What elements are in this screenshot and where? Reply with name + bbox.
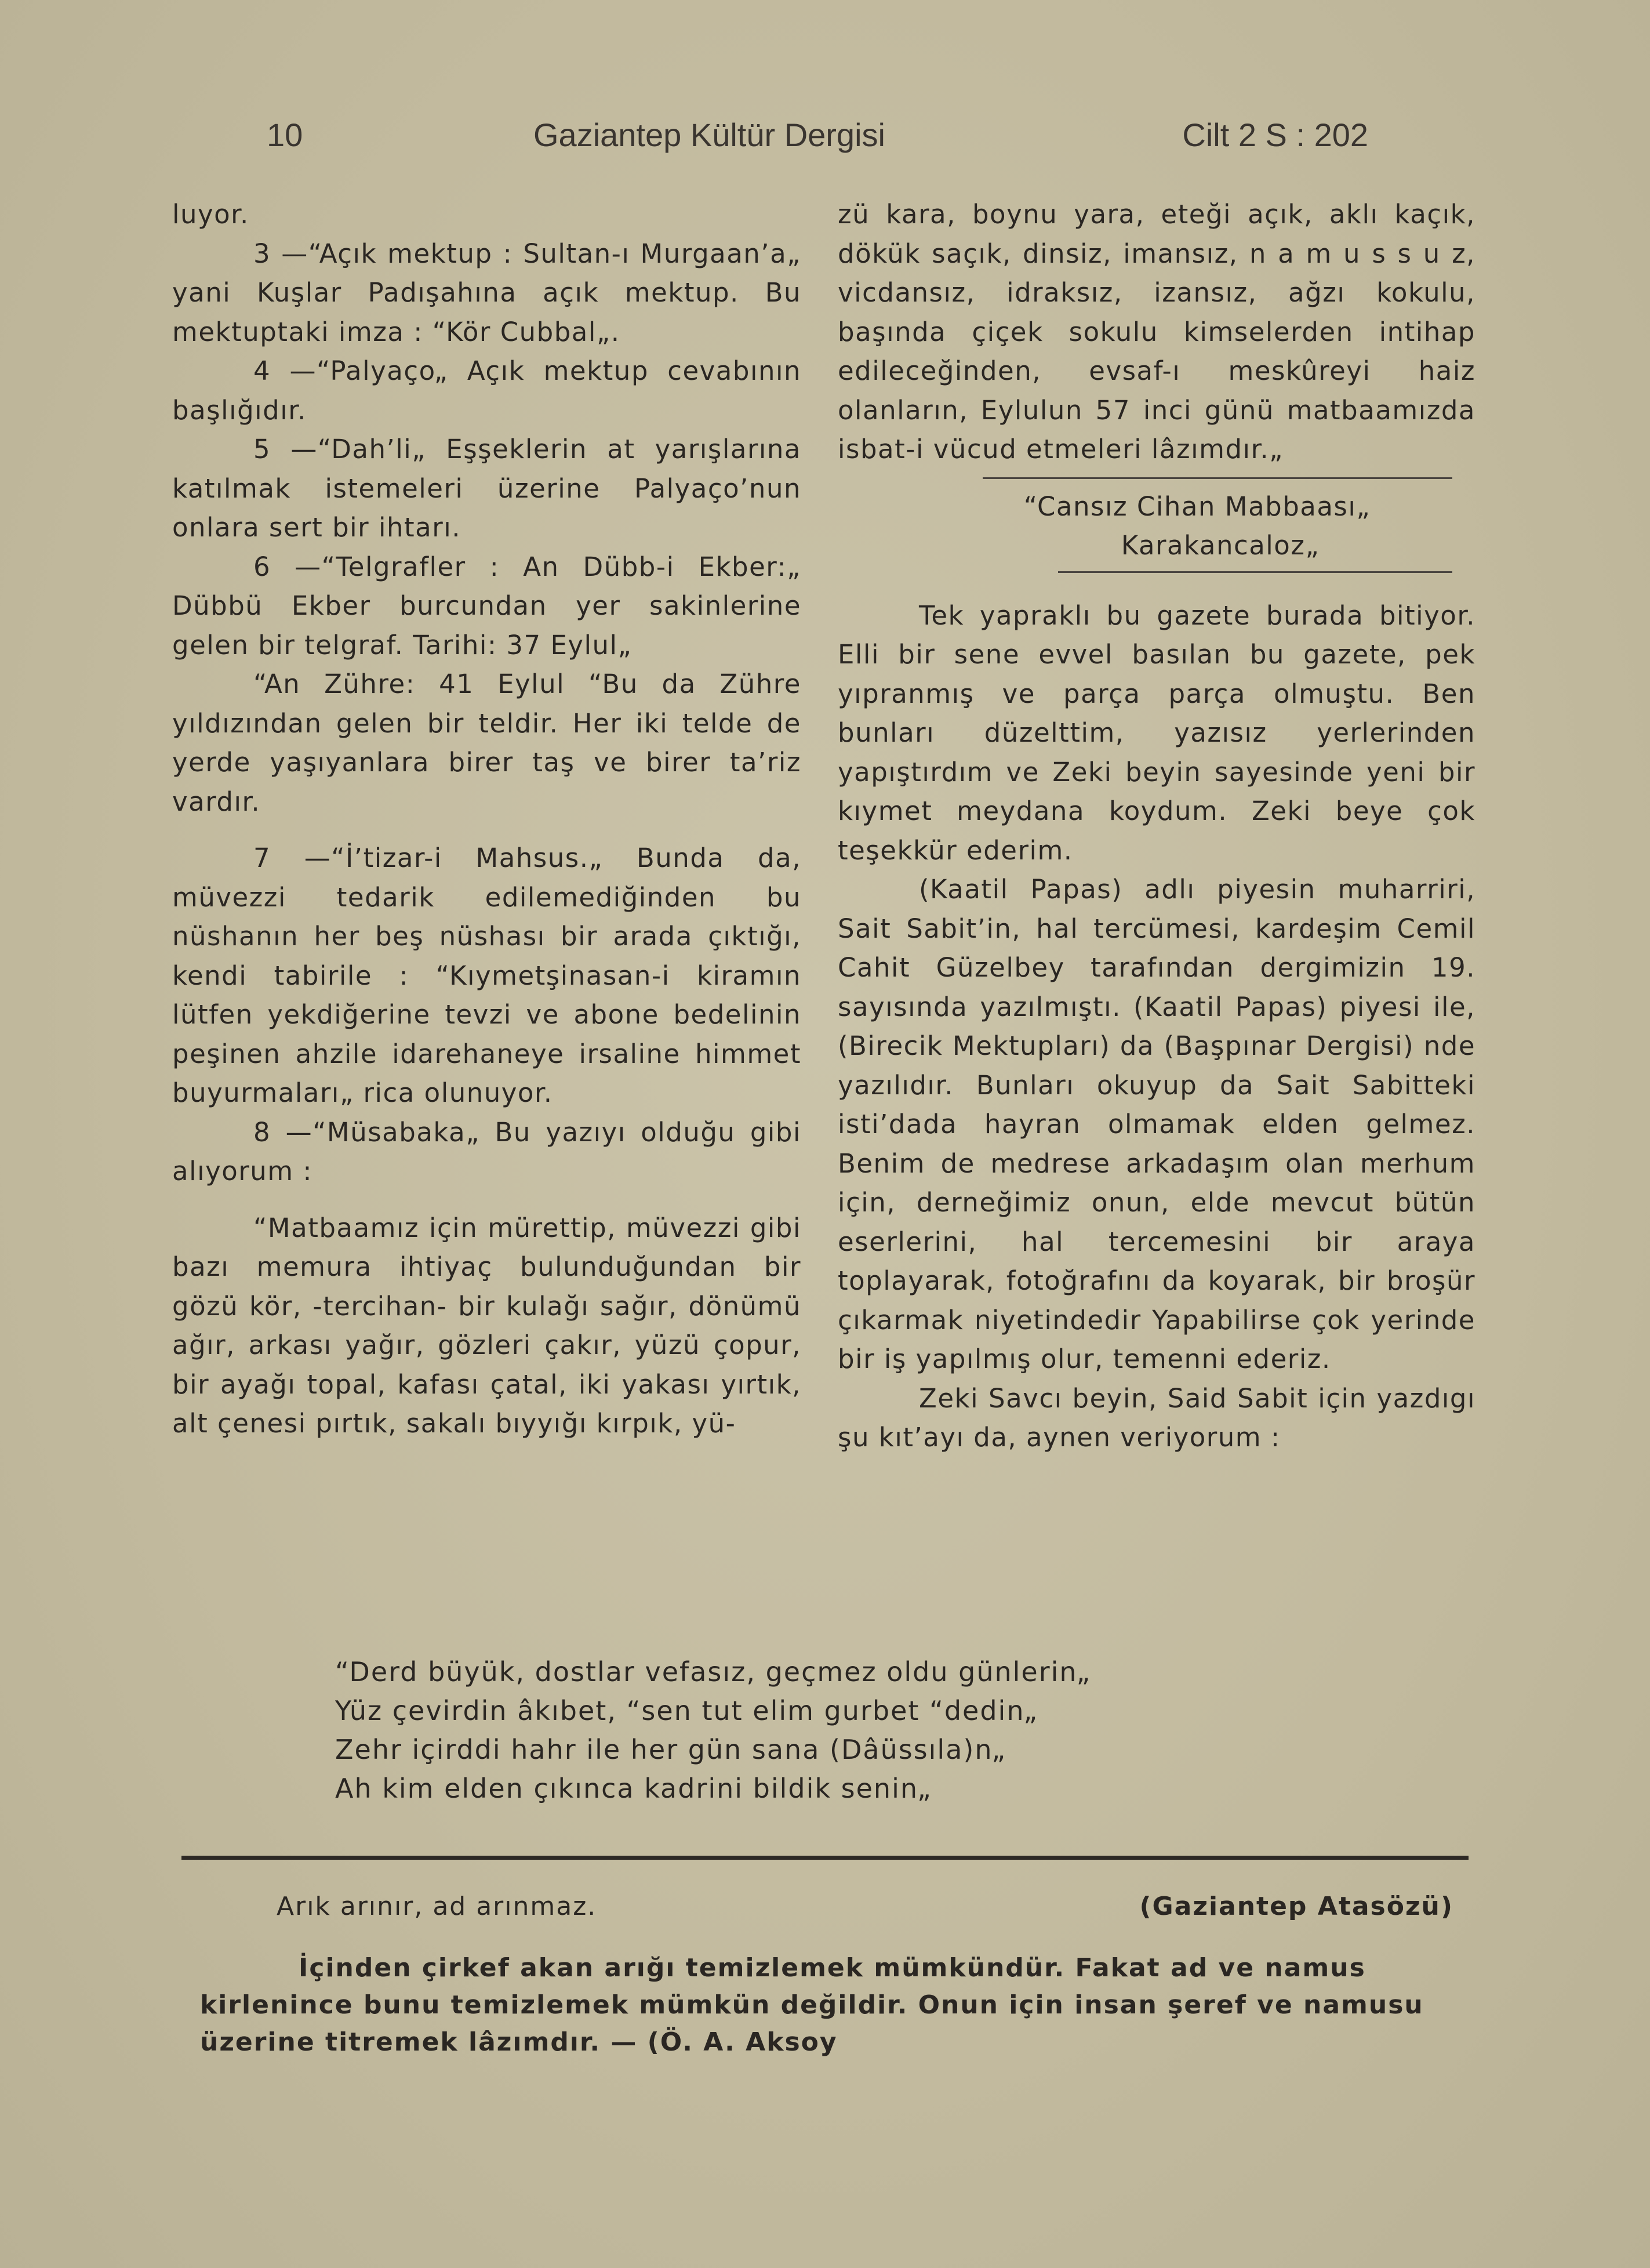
divider <box>983 477 1452 479</box>
list-item: 8 —“Müsabaka„ Bu yazıyı olduğu gibi alıyorum : <box>172 1116 801 1186</box>
proverb-explanation <box>200 1950 1458 2061</box>
list-item: 3 —“Açık mektup : Sultan-ı Murgaan’a„ yani Kuşlar Padışahına açık mektup. Bu mektuptaki imza : “Kör Cubbal„. <box>172 238 801 347</box>
poem-stanza <box>335 1653 1321 1808</box>
magazine-title: Gaziantep Kültür Dergisi <box>533 117 885 153</box>
list-item: 7 —“İ’tizar-i Mahsus.„ Bunda da, müvezzi tedarik edilemediğinden bu nüshanın her beş nüshası bir arada çıktığı, kendi tabirile : “Kıymetşinasan-i kiramın lütfen yekdiğerine tevzi ve abone bedelinin peşinen ahzile idarehaneye irsaline himmet buyurmaları„ rica olunuyor. <box>172 843 801 1108</box>
proverb <box>277 1892 1453 1932</box>
poem-line: Yüz çevirdin âkıbet, “sen tut elim gurbet “dedin„ <box>335 1695 1039 1726</box>
poem-line: Zehr içirddi hahr ile her gün sana (Dâüssıla)n„ <box>335 1734 1007 1765</box>
quoted-text: “Matbaamız için mürettip, müvezzi gibi bazı memura ihtiyaç bulunduğundan bir gözü kör, -tercihan- bir kulağı sağır, dönümü ağır, arkası yağır, gözleri çakır, yüzü çopur, bir ayağı topal, kafası çatal, iki yakası yırtık, alt çenesi pırtık, sakalı bıyyığı kırpık, yü- <box>172 1212 801 1439</box>
list-item: 4 —“Palyaço„ Açık mektup cevabının başlığıdır. <box>172 355 801 426</box>
signature-line: Karakancaloz„ <box>1121 530 1320 561</box>
divider <box>1058 571 1452 573</box>
poem-line: “Derd büyük, dostlar vefasız, geçmez oldu günlerin„ <box>335 1656 1092 1688</box>
page-number: 10 <box>267 117 303 153</box>
paragraph: (Kaatil Papas) adlı piyesin muharriri, Sait Sabit’in, hal tercümesi, kardeşim Cemil Cahit Güzelbey tarafından dergimizin 19. sayısında yazılmıştı. (Kaatil Papas) piyesi ile, (Birecik Mektupları) da (Başpınar Dergisi) nde yazılıdır. Bunları okuyup da Sait Sabitteki isti’dada hayran olmamak elden gelmez. Benim de medrese arkadaşım olan merhum için, derneğimiz onun, elde mevcut bütün eserlerini, hal tercemesini bir araya toplayarak, fotoğrafını da koyarak, bir broşür çıkarmak niyetindedir Yapabilirse çok yerinde bir iş yapılmış olur, temenni ederiz. <box>838 874 1475 1374</box>
explanation-text: İçinden çirkef akan arığı temizlemek mümkündür. Fakat ad ve namus kirlenince bunu temizlemek mümkün değildir. Onun için insan şeref ve namusu üzerine titremek lâzımdır. — (Ö. A. Aksoy <box>200 1953 1424 2057</box>
volume-issue: Cilt 2 S : 202 <box>1182 117 1368 153</box>
list-item: “An Zühre: 41 Eylul “Bu da Zühre yıldızından gelen bir teldir. Her iki telde de yerde yaşıyanlara birer taş ve birer ta’riz vardır. <box>172 669 801 817</box>
poem-line: Ah kim elden çıkınca kadrini bildik senin„ <box>335 1773 932 1804</box>
list-item: 5 —“Dah’li„ Eşşeklerin at yarışlarına katılmak istemeleri üzerine Palyaço’nun onlara sert bir ihtarı. <box>172 434 801 543</box>
right-column <box>838 195 1475 1457</box>
paragraph: Zeki Savcı beyin, Said Sabit için yazdıgı şu kıt’ayı da, aynen veriyorum : <box>838 1382 1475 1453</box>
proverb-source: (Gaziantep Atasözü) <box>1139 1892 1453 1921</box>
left-column <box>172 195 801 1443</box>
quoted-text-continued: zü kara, boynu yara, eteği açık, aklı kaçık, dökük saçık, dinsiz, imansız, n a m u s s u z, vicdansız, idraksız, izansız, ağzı kokulu, başında çiçek sokulu kimselerden intihap edileceğinden, evsaf-ı meskûreyi haiz olanların, Eylulun 57 inci günü matbaamızda isbat-i vücud etmeleri lâzımdır.„ <box>838 199 1475 465</box>
section-divider <box>181 1856 1469 1860</box>
paragraph: Tek yapraklı bu gazete burada bitiyor. Elli bir sene evvel basılan bu gazete, pek yıpranmış ve parça parça olmuştu. Ben bunları düzelttim, yazısız yerlerinden yapıştırdım ve Zeki beyin sayesinde yeni bir kıymet meydana koydum. Zeki beye çok teşekkür ederim. <box>838 600 1475 866</box>
signature-line: “Cansız Cihan Mabbaası„ <box>1023 491 1371 522</box>
page-header <box>267 116 1368 162</box>
proverb-text: Arık arınır, ad arınmaz. <box>277 1892 597 1921</box>
list-item: 6 —“Telgrafler : An Dübb-i Ekber:„ Dübbü Ekber burcundan yer sakinlerine gelen bir telgraf. Tarihi: 37 Eylul„ <box>172 551 801 661</box>
paragraph: luyor. <box>172 199 249 230</box>
